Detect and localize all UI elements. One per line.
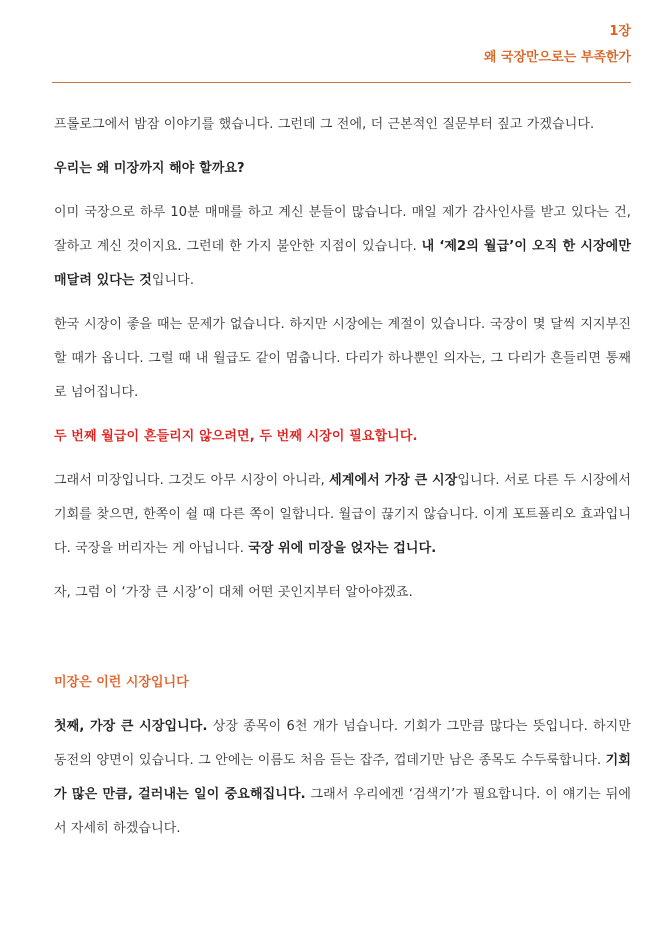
paragraph-4 <box>54 464 631 566</box>
chapter-title: 왜 국장만으로는 부족한가 <box>483 50 631 65</box>
paragraph-4-bold-a: 세계에서 가장 큰 시장 <box>329 473 458 488</box>
chapter-number: 1장 <box>609 24 631 39</box>
paragraph-2 <box>54 196 631 298</box>
paragraph-2-text-a: 이미 국장으로 하루 10분 매매를 하고 계신 분들이 많습니다. 매일 제가 감사인사를 받고 있다는 건, 잘하고 계신 것이지요. 그런데 한 가지 불안한 지점이 있습니다. <box>54 205 631 254</box>
paragraph-6-text-b: 상장 종목이 6천 개가 넘습니다. 기회가 그만큼 많다는 뜻입니다. 하지만 동전의 양면이 있습니다. 그 안에는 이름도 처음 듣는 잡주, 껍데기만 남은 종목도 수두룩합니다. <box>54 719 631 768</box>
question-heading: 우리는 왜 미장까지 해야 할까요? <box>54 161 245 176</box>
paragraph-4-text-c: 입니다. 서로 다른 두 시장에서 기회를 찾으면, 한쪽이 쉴 때 다른 쪽이 일합니다. 월급이 끊기지 않습니다. 이게 포트폴리오 효과입니다. 국장을 버리자는 게 아닙니다. <box>54 473 631 556</box>
paragraph-3: 한국 시장이 좋을 때는 문제가 없습니다. 하지만 시장에는 계절이 있습니다. 국장이 몇 달씩 지지부진할 때가 옵니다. 그럴 때 내 월급도 같이 멈춥니다. 다리가 하나뿐인 의자는, 그 다리가 흔들리면 통째로 넘어집니다. <box>54 317 632 400</box>
paragraph-6-text-d: 그래서 우리에겐 ‘검색기’가 필요합니다. 이 얘기는 뒤에서 자세히 하겠습니다. <box>54 787 631 836</box>
paragraph-intro: 프롤로그에서 밤잠 이야기를 했습니다. 그런데 그 전에, 더 근본적인 질문부터 짚고 가겠습니다. <box>54 117 595 132</box>
paragraph-6 <box>54 710 631 846</box>
highlight-sentence: 두 번째 월급이 흔들리지 않으려면, 두 번째 시장이 필요합니다. <box>54 429 418 444</box>
paragraph-4-text-a: 그래서 미장입니다. 그것도 아무 시장이 아니라, <box>54 473 330 488</box>
paragraph-2-text-c: 입니다. <box>151 273 195 288</box>
paragraph-5: 자, 그럼 이 ‘가장 큰 시장’이 대체 어떤 곳인지부터 알아야겠죠. <box>54 585 413 600</box>
paragraph-6-bold-c: 기회가 많은 만큼, 걸러내는 일이 중요해집니다. <box>54 753 631 802</box>
document-body <box>54 108 631 846</box>
section-title: 미장은 이런 시장입니다 <box>54 675 189 690</box>
paragraph-6-bold-a: 첫째, 가장 큰 시장입니다. <box>54 719 208 734</box>
paragraph-2-bold: 내 ‘제2의 월급’이 오직 한 시장에만 매달려 있다는 것 <box>54 239 631 288</box>
page-header <box>484 22 631 68</box>
paragraph-4-bold-b: 국장 위에 미장을 얹자는 겁니다. <box>248 541 437 556</box>
header-divider <box>52 82 631 83</box>
